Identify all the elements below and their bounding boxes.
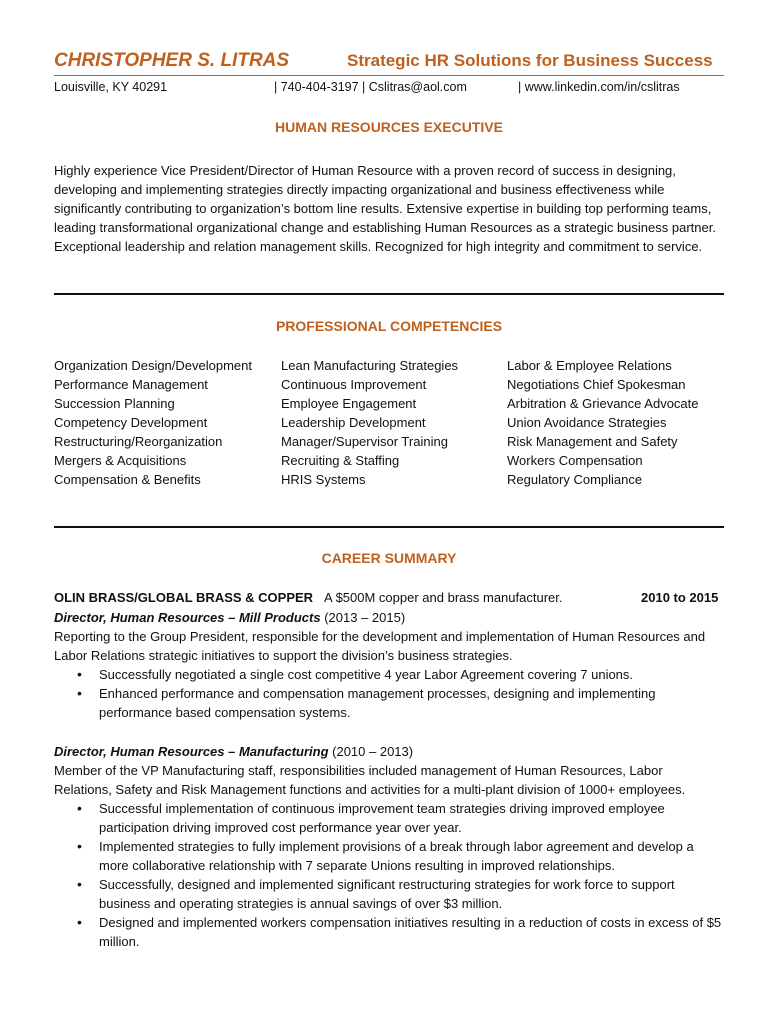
role-achievements bbox=[54, 799, 724, 951]
competency-item: Compensation & Benefits bbox=[54, 472, 201, 487]
competency-item: HRIS Systems bbox=[281, 472, 366, 487]
competencies-column-1 bbox=[54, 356, 252, 489]
competency-item: Workers Compensation bbox=[507, 453, 643, 468]
competency-item: Restructuring/Reorganization bbox=[54, 434, 223, 449]
competency-item: Succession Planning bbox=[54, 396, 175, 411]
role-heading bbox=[54, 608, 724, 627]
company-name: OLIN BRASS/GLOBAL BRASS & COPPER bbox=[54, 590, 314, 605]
section-title-competencies: PROFESSIONAL COMPETENCIES bbox=[275, 318, 503, 334]
competency-item: Performance Management bbox=[54, 377, 208, 392]
competency-item: Manager/Supervisor Training bbox=[281, 434, 448, 449]
contact-line bbox=[54, 80, 724, 96]
achievement-item: • Implemented strategies to fully implement provisions of a break through labor agreement and develop a more collaborative relationship with 7 separate Unions resulting in improved relationships. bbox=[99, 837, 724, 875]
competency-item: Mergers & Acquisitions bbox=[54, 453, 187, 468]
competency-item: Recruiting & Staffing bbox=[281, 453, 400, 468]
competency-item: Arbitration & Grievance Advocate bbox=[507, 396, 699, 411]
section-title-profile: HUMAN RESOURCES EXECUTIVE bbox=[275, 119, 503, 135]
competencies-column-2 bbox=[281, 356, 458, 489]
role-summary: Reporting to the Group President, responsible for the development and implementation of Human Resources and Labor Relations strategic initiatives to support the division’s business strategies. bbox=[54, 629, 706, 663]
section-divider bbox=[54, 293, 724, 295]
company-description: A $500M copper and brass manufacturer. bbox=[324, 590, 563, 605]
competency-item: Union Avoidance Strategies bbox=[507, 415, 667, 430]
achievement-item: • Successful implementation of continuous improvement team strategies driving improved employee participation driving improved cost performance year over year. bbox=[99, 799, 724, 837]
achievement-item: • Enhanced performance and compensation management processes, designing and implementing performance based compensation systems. bbox=[99, 684, 724, 722]
role-block bbox=[54, 608, 724, 722]
contact-linkedin: | www.linkedin.com/in/cslitras bbox=[518, 80, 680, 94]
achievement-item: • Successfully negotiated a single cost competitive 4 year Labor Agreement covering 7 unions. bbox=[99, 665, 724, 684]
competency-item: Regulatory Compliance bbox=[507, 472, 643, 487]
role-title: Director, Human Resources – Manufacturing bbox=[54, 744, 329, 759]
candidate-tagline: Strategic HR Solutions for Business Success bbox=[347, 51, 713, 70]
role-summary: Member of the VP Manufacturing staff, responsibilities included management of Human Resources, Labor Relations, Safety and Risk Management functions and activities for a multi-plant division of 1000+ employees. bbox=[54, 763, 686, 797]
competency-item: Risk Management and Safety bbox=[507, 434, 678, 449]
competency-item: Competency Development bbox=[54, 415, 208, 430]
competency-item: Lean Manufacturing Strategies bbox=[281, 358, 459, 373]
achievement-item: • Designed and implemented workers compensation initiatives resulting in a reduction of costs in excess of $5 million. bbox=[99, 913, 724, 951]
section-divider bbox=[54, 526, 724, 528]
competency-item: Labor & Employee Relations bbox=[507, 358, 672, 373]
contact-location: Louisville, KY 40291 bbox=[54, 80, 168, 94]
contact-phone-email: | 740-404-3197 | Cslitras@aol.com bbox=[274, 80, 467, 94]
resume-header bbox=[54, 50, 724, 76]
header-divider bbox=[54, 75, 724, 76]
profile-summary: Highly experience Vice President/Director of Human Resource with a proven record of success in designing, developing and implementing strategies directly impacting organizational and business effectiveness while significantly contributing to organization’s bottom line results. Extensive expertise in building top performing teams, leading transformational organizational change and establishing Human Resources as a strategic business partner. Exceptional leadership and relation management skills. Recognized for high integrity and commitment to service. bbox=[54, 163, 716, 254]
competency-item: Organization Design/Development bbox=[54, 358, 252, 373]
section-title-career: CAREER SUMMARY bbox=[321, 550, 457, 566]
role-block bbox=[54, 742, 724, 951]
competency-item: Negotiations Chief Spokesman bbox=[507, 377, 686, 392]
role-achievements bbox=[54, 665, 724, 722]
role-years: (2013 – 2015) bbox=[324, 610, 406, 625]
company-years: 2010 to 2015 bbox=[641, 590, 719, 605]
competencies-column-3 bbox=[507, 356, 699, 489]
role-heading bbox=[54, 742, 724, 761]
company-header bbox=[54, 590, 724, 608]
competency-item: Leadership Development bbox=[281, 415, 426, 430]
role-title: Director, Human Resources – Mill Products bbox=[54, 610, 321, 625]
role-years: (2010 – 2013) bbox=[332, 744, 414, 759]
competency-item: Employee Engagement bbox=[281, 396, 417, 411]
achievement-item: • Successfully, designed and implemented significant restructuring strategies for work force to support business and operating strategies is annual savings of over $3 million. bbox=[99, 875, 724, 913]
competency-item: Continuous Improvement bbox=[281, 377, 427, 392]
candidate-name: CHRISTOPHER S. LITRAS bbox=[54, 50, 290, 71]
